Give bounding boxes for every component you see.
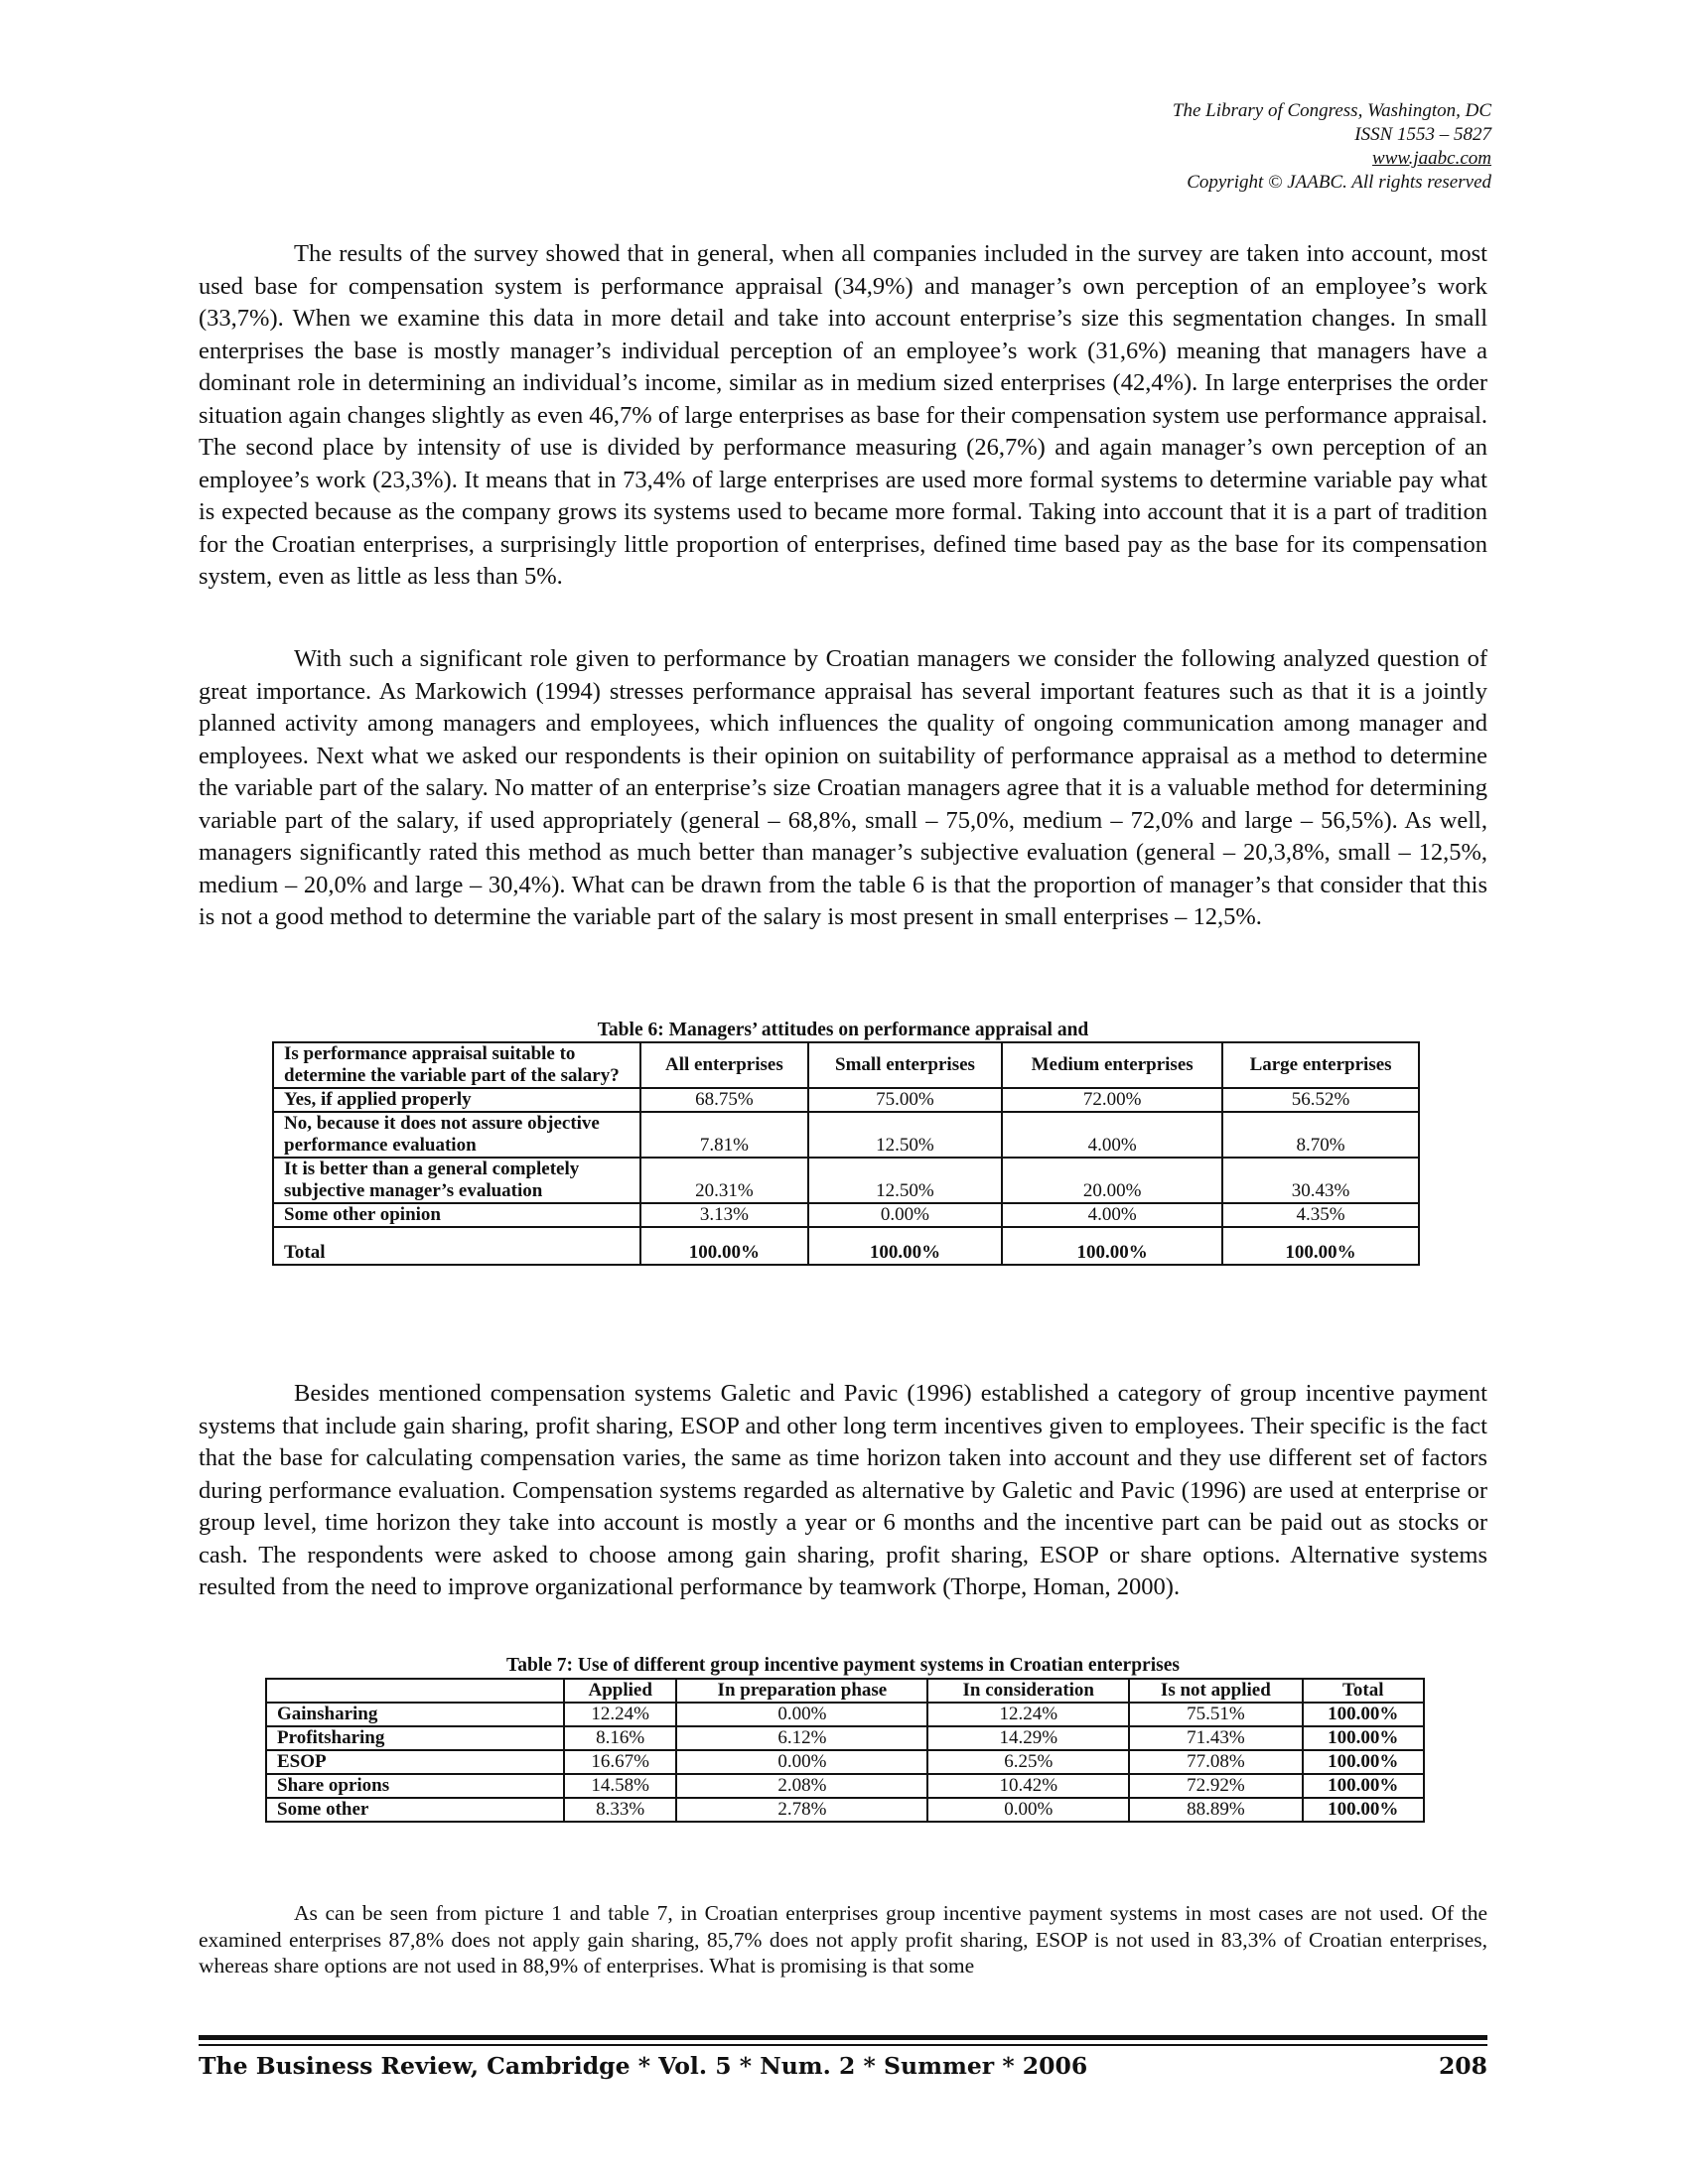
table-7-header-not-applied: Is not applied [1129, 1679, 1302, 1703]
table-6-header-question: Is performance appraisal suitable to determine the variable part of the salary? [273, 1042, 640, 1088]
table-cell: 12.50% [808, 1112, 1002, 1158]
table-cell: 72.00% [1002, 1088, 1222, 1112]
header-website-link[interactable]: www.jaabc.com [1372, 148, 1491, 169]
table-7-header-preparation: In preparation phase [676, 1679, 927, 1703]
table-cell: 88.89% [1129, 1798, 1302, 1822]
table-cell: 100.00% [808, 1227, 1002, 1265]
table-cell: 0.00% [927, 1798, 1129, 1822]
table-cell: 0.00% [676, 1750, 927, 1774]
table-6-caption: Table 6: Managers’ attitudes on performance appraisal and [597, 1020, 1089, 1040]
table-cell: 16.67% [564, 1750, 676, 1774]
table-cell: 4.35% [1222, 1203, 1419, 1227]
paragraph-2-text: With such a significant role given to performance by Croatian managers we consider the following analyzed question of great importance. As Markowich (1994) stresses performance appraisal has several important features such as that it is a jointly planned activity among managers and employees, which influences the quality of ongoing communication among manager and employees. Next what we asked our respondents is their opinion on suitability of performance appraisal as a method to determine the variable part of the salary. No matter of an enterprise’s size Croatian managers agree that it is a valuable method for determining variable part of the salary, if used appropriately (general – 68,8%, small – 75,0%, medium – 72,0% and large – 56,5%). As well, managers significantly rated this method as much better than manager’s subjective evaluation (general – 20,3,8%, small – 12,5%, medium – 20,0% and large – 30,4%). What can be drawn from the table 6 is that the proportion of manager’s that consider that this is not a good method to determine the variable part of the salary is most present in small enterprises – 12,5%. [199, 645, 1487, 930]
table-cell: 100.00% [1303, 1798, 1424, 1822]
header-copyright: Copyright © JAABC. All rights reserved [1187, 172, 1491, 193]
table-6-header-all: All enterprises [640, 1042, 808, 1088]
table-cell: Total [273, 1227, 640, 1265]
table-cell: 100.00% [1303, 1726, 1424, 1750]
table-cell: 75.51% [1129, 1703, 1302, 1726]
table-row [266, 1726, 1424, 1750]
table-cell: 20.31% [640, 1158, 808, 1203]
table-cell: 2.08% [676, 1774, 927, 1798]
table-cell: 6.25% [927, 1750, 1129, 1774]
table-row [266, 1750, 1424, 1774]
table-cell: 0.00% [676, 1703, 927, 1726]
table-6 [272, 1041, 1420, 1266]
paragraph-1-text: The results of the survey showed that in general, when all companies included in the survey are taken into account, most used base for compensation system is performance appraisal (34,9%) and manager’s own perception of an employee’s work (33,7%). When we examine this data in more detail and take into account enterprise’s size this segmentation changes. In small enterprises the base is mostly manager’s individual perception of an employee’s work (31,6%) meaning that managers have a dominant role in determining an individual’s income, similar as in medium sized enterprises (42,4%). In large enterprises the order situation again changes slightly as even 46,7% of large enterprises as base for their compensation system use performance appraisal. The second place by intensity of use is divided by performance measuring (26,7%) and again manager’s own perception of an employee’s work (23,3%). It means that in 73,4% of large enterprises are used more formal systems to determine variable pay what is expected because as the company grows its systems used to became more formal. Taking into account that it is a part of tradition for the Croatian enterprises, a surprisingly little proportion of enterprises, defined time based pay as the base for its compensation system, even as little as less than 5%. [199, 240, 1487, 590]
table-cell: 77.08% [1129, 1750, 1302, 1774]
table-cell: Share oprions [266, 1774, 564, 1798]
table-7-header-total: Total [1303, 1679, 1424, 1703]
table-cell: 10.42% [927, 1774, 1129, 1798]
table-cell: 20.00% [1002, 1158, 1222, 1203]
table-7-header-row [266, 1679, 1424, 1703]
table-cell: 12.50% [808, 1158, 1002, 1203]
paragraph-3-text: Besides mentioned compensation systems Galetic and Pavic (1996) established a category of group incentive payment systems that include gain sharing, profit sharing, ESOP and other long term incentives given to employees. Their specific is the fact that the base for calculating compensation varies, the same as time horizon taken into account and they use different set of factors during performance evaluation. Compensation systems regarded as alternative by Galetic and Pavic (1996) are used at enterprise or group level, time horizon they take into account is mostly a year or 6 months and the incentive part can be paid out as stocks or cash. The respondents were asked to choose among gain sharing, profit sharing, ESOP or share options. Alternative systems resulted from the need to improve organizational performance by teamwork (Thorpe, Homan, 2000). [199, 1380, 1487, 1600]
footer-journal: The Business Review, Cambridge * Vol. 5 * Num. 2 * Summer * 2006 [199, 2052, 1088, 2080]
table-7-caption: Table 7: Use of different group incentive payment systems in Croatian enterprises [506, 1655, 1180, 1676]
table-cell: 4.00% [1002, 1112, 1222, 1158]
paragraph-2 [199, 643, 1487, 934]
table-cell: 8.70% [1222, 1112, 1419, 1158]
table-cell: 100.00% [1303, 1703, 1424, 1726]
table-cell: 100.00% [640, 1227, 808, 1265]
running-header [896, 99, 1491, 195]
table-7-header-consideration: In consideration [927, 1679, 1129, 1703]
table-cell: 72.92% [1129, 1774, 1302, 1798]
table-total-row [273, 1227, 1419, 1265]
table-cell: 30.43% [1222, 1158, 1419, 1203]
paragraph-4 [199, 1900, 1487, 1979]
table-cell: Some other opinion [273, 1203, 640, 1227]
table-cell: 12.24% [927, 1703, 1129, 1726]
table-cell: 0.00% [808, 1203, 1002, 1227]
table-row [273, 1088, 1419, 1112]
table-cell: 56.52% [1222, 1088, 1419, 1112]
table-row [273, 1203, 1419, 1227]
table-cell: 68.75% [640, 1088, 808, 1112]
table-7 [265, 1678, 1425, 1823]
table-6-header-small: Small enterprises [808, 1042, 1002, 1088]
table-cell: 100.00% [1002, 1227, 1222, 1265]
table-cell: 14.58% [564, 1774, 676, 1798]
table-cell: 12.24% [564, 1703, 676, 1726]
table-cell: 4.00% [1002, 1203, 1222, 1227]
table-7-header-blank [266, 1679, 564, 1703]
footer-rule-thick [199, 2035, 1487, 2040]
paragraph-3 [199, 1378, 1487, 1604]
table-cell: 75.00% [808, 1088, 1002, 1112]
table-cell: 8.16% [564, 1726, 676, 1750]
table-6-header-medium: Medium enterprises [1002, 1042, 1222, 1088]
page-number: 208 [1438, 2052, 1487, 2080]
table-cell: ESOP [266, 1750, 564, 1774]
table-cell: 14.29% [927, 1726, 1129, 1750]
table-cell: It is better than a general completely subjective manager’s evaluation [273, 1158, 640, 1203]
table-row [266, 1703, 1424, 1726]
table-cell: 2.78% [676, 1798, 927, 1822]
table-cell: 3.13% [640, 1203, 808, 1227]
table-6-header-row [273, 1042, 1419, 1088]
table-cell: 8.33% [564, 1798, 676, 1822]
table-cell: 71.43% [1129, 1726, 1302, 1750]
table-cell: 100.00% [1303, 1774, 1424, 1798]
running-footer [199, 2052, 1487, 2080]
table-row [266, 1774, 1424, 1798]
header-issn: ISSN 1553 – 5827 [1354, 124, 1491, 145]
table-cell: Some other [266, 1798, 564, 1822]
header-library: The Library of Congress, Washington, DC [1172, 100, 1491, 121]
paragraph-1 [199, 238, 1487, 594]
table-cell: Profitsharing [266, 1726, 564, 1750]
table-row [266, 1798, 1424, 1822]
table-cell: 100.00% [1222, 1227, 1419, 1265]
table-cell: Yes, if applied properly [273, 1088, 640, 1112]
table-cell: No, because it does not assure objective performance evaluation [273, 1112, 640, 1158]
table-row [273, 1112, 1419, 1158]
table-cell: Gainsharing [266, 1703, 564, 1726]
table-cell: 100.00% [1303, 1750, 1424, 1774]
footer-rule-thin [199, 2044, 1487, 2046]
table-cell: 6.12% [676, 1726, 927, 1750]
table-row [273, 1158, 1419, 1203]
table-6-header-large: Large enterprises [1222, 1042, 1419, 1088]
paragraph-4-text: As can be seen from picture 1 and table 7, in Croatian enterprises group incentive payment systems in most cases are not used. Of the examined enterprises 87,8% does not apply gain sharing, 85,7% does not apply profit sharing, ESOP is not used in 83,3% of Croatian enterprises, whereas share options are not used in 88,9% of enterprises. What is promising is that some [199, 1901, 1487, 1978]
table-cell: 7.81% [640, 1112, 808, 1158]
table-7-header-applied: Applied [564, 1679, 676, 1703]
